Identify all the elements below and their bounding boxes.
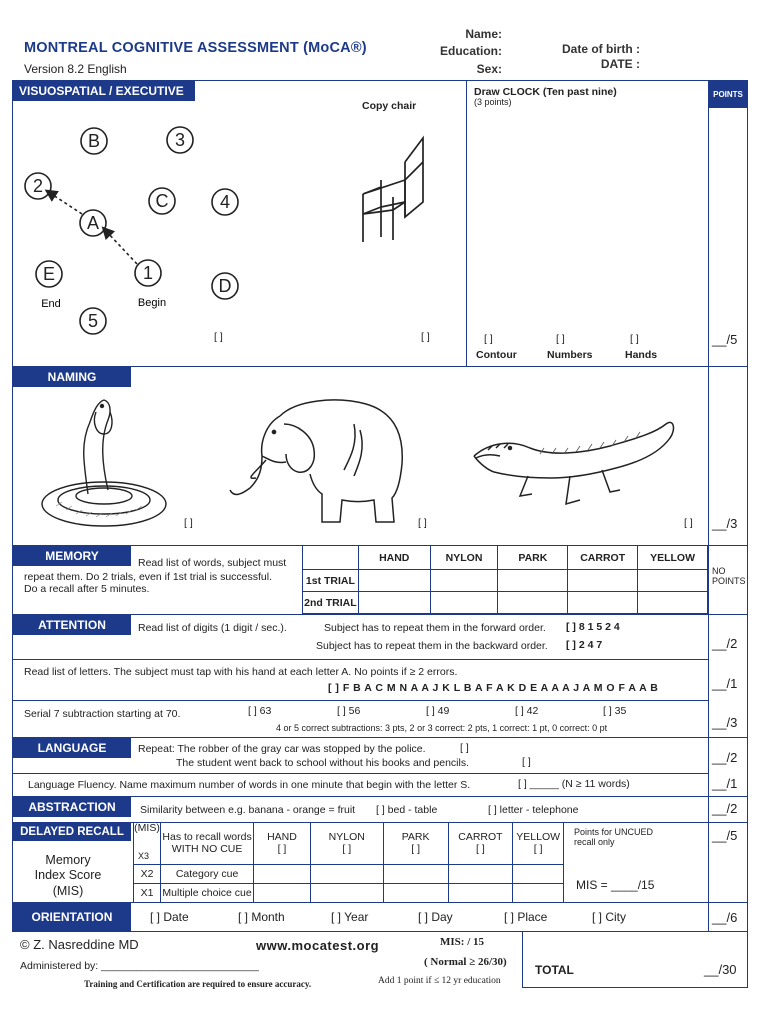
orientation-tab: ORIENTATION [13, 903, 131, 931]
abstraction-item-2[interactable]: [ ] letter - telephone [488, 804, 579, 816]
recall-word-nylon[interactable] [310, 822, 383, 864]
x1-label: X1 [134, 883, 161, 902]
numbers-checkbox[interactable]: [ ] [556, 333, 565, 345]
serial-item[interactable]: [ ] 49 [426, 705, 450, 717]
naming-tab: NAMING [13, 367, 131, 387]
category-cue-cell[interactable] [513, 864, 564, 883]
trial-2-cell[interactable] [358, 592, 430, 614]
serial-scoring-note: 4 or 5 correct subtractions: 3 pts, 2 or 3 correct: 2 pts, 1 correct: 1 pt, 0 correct: 0 pt [276, 723, 608, 733]
trail-arrow [106, 231, 137, 264]
trail-label: E [42, 264, 56, 284]
memory-word-header: HAND [358, 546, 430, 570]
repeat-sentence-2: The student went back to school without his books and pencils. [176, 757, 470, 769]
forward-instruction: Subject has to repeat them in the forward order. [324, 622, 546, 634]
chair-checkbox[interactable]: [ ] [421, 331, 430, 343]
memory-word-header: YELLOW [638, 546, 708, 570]
visuospatial-score[interactable]: __/5 [712, 332, 738, 347]
normal-range: ( Normal ≥ 26/30) [424, 956, 507, 968]
memory-instruction-3: Do a recall after 5 minutes. [24, 583, 150, 595]
trial-2-label: 2nd TRIAL [303, 592, 359, 614]
education-label: Education: [440, 44, 502, 58]
orientation-place[interactable]: [ ] Place [504, 910, 548, 924]
letters-score[interactable]: __/1 [712, 676, 738, 691]
memory-trial-table [302, 545, 708, 614]
total-score[interactable]: __/30 [704, 962, 737, 977]
trail-label: B [87, 131, 101, 151]
mc-cue-cell[interactable] [383, 883, 448, 902]
sex-label: Sex: [476, 62, 502, 76]
copyright: © Z. Nasreddine MD [20, 937, 139, 952]
abstraction-item-1[interactable]: [ ] bed - table [376, 804, 438, 816]
orientation-year[interactable]: [ ] Year [331, 910, 369, 924]
digits-score[interactable]: __/2 [712, 636, 738, 651]
begin-label: Begin [137, 297, 167, 309]
mis-label-3: (MIS) [52, 884, 84, 898]
elephant-checkbox[interactable]: [ ] [418, 517, 427, 529]
category-cue-cell[interactable] [448, 864, 513, 883]
abstraction-tab: ABSTRACTION [13, 797, 131, 817]
total-box [522, 932, 748, 988]
recall-checkbox[interactable]: [ ] [342, 842, 352, 855]
repeat-2-checkbox[interactable]: [ ] [522, 756, 531, 768]
backward-instruction: Subject has to repeat them in the backward order. [316, 640, 548, 652]
naming-score[interactable]: __/3 [712, 516, 738, 531]
mis-tag: (MIS) [134, 822, 161, 864]
trail-label: 2 [32, 176, 44, 196]
divider [563, 822, 564, 902]
copy-chair-label: Copy chair [362, 100, 417, 112]
repeat-sentence-1: Repeat: The robber of the gray car was stopped by the police. [138, 743, 426, 755]
orientation-city[interactable]: [ ] City [592, 910, 627, 924]
contour-checkbox[interactable]: [ ] [484, 333, 493, 345]
backward-digits[interactable]: [ ] 2 4 7 [566, 639, 603, 651]
trail-arrow [50, 193, 82, 214]
points-for-uncued: Points for UNCUED recall only [574, 827, 654, 847]
multiple-choice-cue-label: Multiple choice cue [161, 883, 254, 902]
recall-word: PARK [401, 830, 430, 843]
trial-1-cell[interactable] [358, 570, 430, 592]
memory-word-header: CARROT [568, 546, 638, 570]
trial-1-cell[interactable] [498, 570, 568, 592]
trial-2-cell[interactable] [638, 592, 708, 614]
no-points-label: NO POINTS [712, 566, 746, 586]
points-column-divider [708, 80, 709, 932]
chair-drawing [355, 132, 435, 244]
trail-label: D [218, 276, 232, 296]
trial-2-cell[interactable] [430, 592, 498, 614]
delayed-recall-score[interactable]: __/5 [712, 828, 738, 843]
repeat-score[interactable]: __/2 [712, 750, 738, 765]
mis-label-1: Memory [45, 853, 91, 867]
mis-equation[interactable]: MIS = ____/15 [576, 878, 655, 892]
fluency-input[interactable]: [ ] _____ (N ≥ 11 words) [518, 778, 630, 790]
orientation-day[interactable]: [ ] Day [418, 910, 453, 924]
page-title: MONTREAL COGNITIVE ASSESSMENT (MoCA®) [24, 40, 367, 56]
letter-sequence[interactable]: [ ] F B A C M N A A J K L B A F A K D E A A A J A M O F A A B [328, 682, 659, 694]
fluency-score[interactable]: __/1 [712, 776, 738, 791]
fluency-instruction: Language Fluency. Name maximum number of words in one minute that begin with the letter S. [28, 779, 471, 791]
recall-checkbox[interactable]: [ ] [411, 842, 420, 855]
orientation-date[interactable]: [ ] Date [150, 910, 189, 924]
trail-label: 1 [142, 263, 154, 283]
memory-instruction-1: Read list of words, subject must [138, 557, 287, 569]
mc-cue-cell[interactable] [254, 883, 311, 902]
forward-digits[interactable]: [ ] 8 1 5 2 4 [566, 621, 620, 633]
memory-instruction-2: repeat them. Do 2 trials, even if 1st trial is successful. [24, 571, 273, 583]
language-tab: LANGUAGE [13, 738, 131, 758]
mc-cue-cell[interactable] [448, 883, 513, 902]
points-header: POINTS [709, 81, 747, 108]
serial-item[interactable]: [ ] 42 [515, 705, 539, 717]
recall-word: CARROT [458, 830, 503, 843]
serial-item[interactable]: [ ] 63 [248, 705, 272, 717]
name-label: Name: [465, 27, 502, 41]
end-label: End [41, 298, 61, 310]
serial-item[interactable]: [ ] 56 [337, 705, 361, 717]
trail-label: A [86, 213, 100, 233]
trial-2-cell[interactable] [568, 592, 638, 614]
serial-item[interactable]: [ ] 35 [603, 705, 627, 717]
trail-label: C [155, 191, 169, 211]
clock-title: Draw CLOCK (Ten past nine) [474, 86, 617, 98]
crocodile-checkbox[interactable]: [ ] [684, 517, 693, 529]
mis-label-2: Index Score [34, 868, 102, 882]
trial-1-cell[interactable] [430, 570, 498, 592]
abstraction-instruction: Similarity between e.g. banana - orange = fruit [140, 804, 356, 816]
hands-checkbox[interactable]: [ ] [630, 333, 639, 345]
version-label: Version 8.2 English [24, 62, 127, 76]
delayed-recall-tab: DELAYED RECALL [13, 823, 131, 841]
recall-word: YELLOW [516, 830, 561, 843]
recall-word-carrot[interactable] [448, 822, 513, 864]
trial-1-label: 1st TRIAL [303, 570, 359, 592]
snake-checkbox[interactable]: [ ] [184, 517, 193, 529]
recall-word-park[interactable] [383, 822, 448, 864]
divider [12, 659, 708, 660]
digits-instruction: Read list of digits (1 digit / sec.). [138, 622, 287, 634]
trail-label: 4 [219, 192, 231, 212]
dob-label: Date of birth : [562, 42, 640, 56]
trail-making-diagram [14, 110, 264, 360]
orientation-score[interactable]: __/6 [712, 910, 738, 925]
serial-7-score[interactable]: __/3 [712, 715, 738, 730]
trail-label: 5 [87, 311, 99, 331]
snake-image [36, 394, 170, 534]
no-cue-label: Has to recall words WITH NO CUE [161, 822, 254, 864]
divider [12, 700, 708, 701]
recall-checkbox[interactable]: [ ] [476, 842, 485, 855]
mc-cue-cell[interactable] [513, 883, 564, 902]
category-cue-cell[interactable] [383, 864, 448, 883]
visuospatial-tab: VISUOSPATIAL / EXECUTIVE [13, 81, 195, 101]
website-link[interactable]: www.mocatest.org [256, 938, 380, 953]
hands-label: Hands [625, 349, 658, 361]
clock-subtitle: (3 points) [474, 97, 512, 107]
x2-label: X2 [134, 864, 161, 883]
total-label: TOTAL [535, 963, 574, 977]
x3-label: X3 [138, 851, 150, 861]
recall-word-hand[interactable] [254, 822, 311, 864]
recall-word-yellow[interactable] [513, 822, 564, 864]
elephant-image [226, 394, 406, 528]
letters-instruction: Read list of letters. The subject must tap with his hand at each letter A. No points if ≥ 2 errors. [24, 666, 458, 678]
recall-checkbox[interactable]: [ ] [277, 842, 287, 855]
numbers-label: Numbers [547, 349, 593, 361]
orientation-month[interactable]: [ ] Month [238, 910, 285, 924]
category-cue-cell[interactable] [310, 864, 383, 883]
date-label: DATE : [600, 57, 640, 71]
category-cue-cell[interactable] [254, 864, 311, 883]
repeat-1-checkbox[interactable]: [ ] [460, 742, 469, 754]
delayed-recall-table [133, 822, 564, 903]
trial-1-cell[interactable] [568, 570, 638, 592]
abstraction-score[interactable]: __/2 [712, 801, 738, 816]
memory-word-header: NYLON [430, 546, 498, 570]
category-cue-label: Category cue [161, 864, 254, 883]
clock-divider [466, 80, 467, 366]
education-note: Add 1 point if ≤ 12 yr education [378, 976, 501, 986]
recall-word: HAND [267, 830, 297, 843]
crocodile-image [470, 418, 680, 512]
contour-label: Contour [476, 349, 517, 361]
recall-checkbox[interactable]: [ ] [533, 842, 543, 855]
attention-tab: ATTENTION [13, 615, 131, 635]
memory-tab: MEMORY [13, 546, 131, 566]
trial-1-cell[interactable] [638, 570, 708, 592]
serial-7-instruction: Serial 7 subtraction starting at 70. [24, 708, 181, 720]
trail-label: 3 [174, 130, 186, 150]
memory-word-header: PARK [498, 546, 568, 570]
trial-2-cell[interactable] [498, 592, 568, 614]
administered-by[interactable]: Administered by: ___________________________ [20, 960, 259, 972]
training-note: Training and Certification are required to ensure accuracy. [84, 979, 312, 989]
mc-cue-cell[interactable] [310, 883, 383, 902]
recall-word: NYLON [328, 830, 365, 843]
divider [12, 773, 708, 774]
trail-checkbox[interactable]: [ ] [214, 331, 223, 343]
mis-footer: MIS: / 15 [440, 936, 484, 948]
